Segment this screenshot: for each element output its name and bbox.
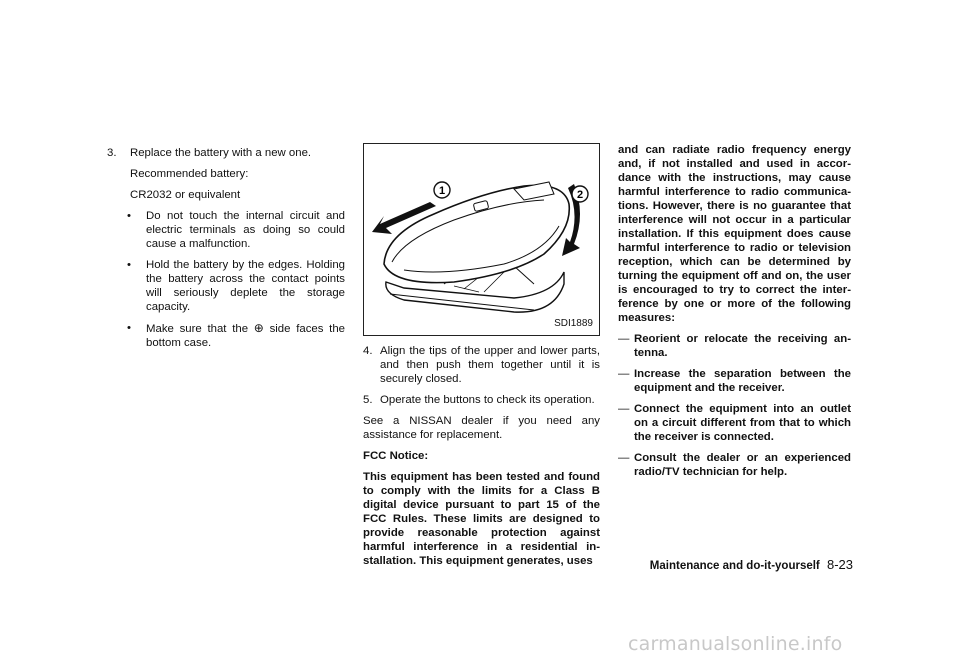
bullet-text-after: side faces the bottom case. (146, 323, 345, 349)
page-number: 8-23 (826, 557, 853, 572)
bullet-text-before: Make sure that the (146, 323, 249, 335)
dealer-paragraph: See a NISSAN dealer if you need any assistance for replacement. (363, 415, 600, 441)
measure-text: Consult the dealer or an experienced radio/TV technician for help. (634, 452, 851, 478)
step-3 (107, 146, 345, 160)
measure-text: Reorient or relocate the receiving an-tenna. (634, 333, 851, 359)
bullet-text: Hold the battery by the edges. Holding the battery across the contact points will seriously deplete the storage capacity. (146, 259, 345, 313)
step-text: Operate the buttons to check its operation. (380, 394, 595, 406)
measure-item (618, 332, 851, 360)
dash-mark: — (618, 452, 630, 464)
step-number: 3. (107, 147, 117, 159)
column-left (107, 146, 345, 357)
section-title: Maintenance and do-it-yourself (649, 560, 820, 572)
marker-2: 2 (576, 189, 584, 201)
measure-text: Increase the separation between the equipment and the receiver. (634, 368, 851, 394)
step-number: 4. (363, 345, 373, 357)
dash-mark: — (618, 368, 630, 380)
bullet-dot: • (127, 210, 131, 222)
column-right (618, 143, 851, 486)
bullet-item (107, 321, 345, 350)
step-text: Align the tips of the upper and lower parts, and then push them together until it is securely closed. (380, 345, 600, 385)
fcc-heading: FCC Notice: (363, 450, 429, 462)
plus-terminal-icon: ⊕ (253, 321, 264, 335)
figure-caption: SDI1889 (554, 318, 593, 329)
measure-text: Connect the equipment into an outlet on a circuit different from that to which the receiver is connected. (634, 403, 851, 443)
measure-item (618, 451, 851, 479)
bullet-dot: • (127, 259, 131, 271)
figure-spacer (363, 143, 600, 344)
marker-1: 1 (438, 185, 446, 197)
bullet-item (107, 209, 345, 251)
measure-item (618, 402, 851, 444)
step-text: Replace the battery with a new one. (130, 147, 312, 159)
step-number: 5. (363, 394, 373, 406)
measure-item (618, 367, 851, 395)
step-4 (363, 344, 600, 386)
column-middle (363, 143, 600, 575)
recommended-label: Recommended battery: (130, 168, 249, 180)
bullet-dot: • (127, 322, 131, 334)
fcc-continued-paragraph: and can radiate radio frequency energy and, if not installed and used in accor-dance with the instructions, may cause harmful interference to radio communica-tions. However, there is no guarantee that interference will not occur in a particular installation. If this equipment does cause harmful interference to radio or television reception, which can be determined by turning the equipment off and on, the user is encouraged to try to correct the inter-ference by one or more of the following measures: (618, 144, 851, 324)
watermark: carmanualsonline.info (628, 633, 843, 655)
fcc-paragraph: This equipment has been tested and found to comply with the limits for a Class B digital device pursuant to part 15 of the FCC Rules. These limits are designed to provide reasonable protection against harmful interference in a residential in-stallation. This equipment generates, uses (363, 471, 600, 567)
battery-model: CR2032 or equivalent (130, 189, 241, 201)
dash-mark: — (618, 403, 630, 415)
step-5 (363, 393, 600, 407)
page-footer (650, 558, 853, 573)
bullet-text: Do not touch the internal circuit and electric terminals as doing so could cause a malfunction. (146, 210, 345, 250)
dash-mark: — (618, 333, 630, 345)
bullet-item (107, 258, 345, 314)
